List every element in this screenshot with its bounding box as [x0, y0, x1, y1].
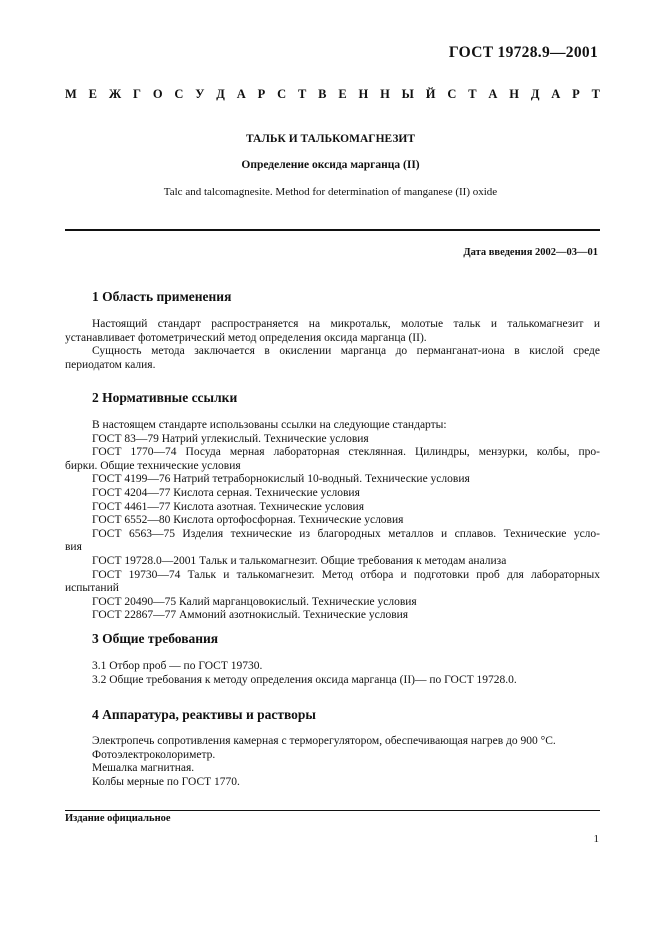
apparatus-item: Мешалка магнитная. [92, 762, 195, 775]
section-heading-apparatus: 4 Аппаратура, реактивы и растворы [92, 707, 316, 722]
section-heading-references: 2 Нормативные ссылки [92, 390, 238, 405]
reference-item-cont: испытаний [65, 582, 119, 595]
page-number: 1 [593, 833, 599, 845]
paragraph-line: В настоящем стандарте использованы ссылки на следующие стандарты: [92, 419, 447, 431]
section-heading-scope: 1 Область применения [92, 289, 232, 304]
apparatus-item: Фотоэлектроколориметр. [92, 748, 216, 761]
reference-item: ГОСТ 20490—75 Калий марганцовокислый. Технические условия [92, 595, 417, 608]
footer-divider [65, 810, 600, 811]
english-title: Talc and talcomagnesite. Method for determination of manganese (II) oxide [163, 186, 498, 198]
clause-item: 3.1 Отбор проб — по ГОСТ 19730. [92, 660, 263, 672]
section-scope-body [65, 318, 600, 372]
paragraph-line: Сущность метода заключается в окислении марганца до перманганат-иона в кислой среде [92, 345, 600, 358]
section-apparatus-body [65, 735, 600, 789]
reference-item: ГОСТ 4199—76 Натрий тетраборнокислый 10-водный. Технические условия [92, 473, 470, 486]
section-general-body [65, 660, 600, 687]
reference-item: ГОСТ 6563—75 Изделия технические из благородных металлов и сплавов. Технические усло- [92, 527, 600, 540]
reference-item: ГОСТ 22867—77 Аммоний азотнокислый. Технические условия [92, 609, 409, 622]
paragraph-line: устанавливает фотометрический метод определения оксида марганца (II). [65, 331, 427, 344]
clause-item: 3.2 Общие требования к методу определения оксида марганца (II)— по ГОСТ 19728.0. [92, 673, 517, 686]
reference-item-cont: вия [65, 541, 82, 554]
apparatus-item: Электропечь сопротивления камерная с терморегулятором, обеспечивающая нагрев до 900 °С. [92, 735, 556, 747]
reference-item: ГОСТ 6552—80 Кислота ортофосфорная. Технические условия [92, 514, 404, 527]
document-title: ТАЛЬК И ТАЛЬКОМАГНЕЗИТ [245, 133, 416, 145]
reference-item: ГОСТ 4461—77 Кислота азотная. Технические условия [92, 500, 364, 513]
reference-item: ГОСТ 19728.0—2001 Тальк и талькомагнезит. Общие требования к методам анализа [92, 554, 507, 567]
paragraph-line: Настоящий стандарт распространяется на микротальк, молотые тальк и талькомагнезит и [92, 318, 600, 330]
reference-item: ГОСТ 1770—74 Посуда мерная лабораторная стеклянная. Цилиндры, мензурки, колбы, про- [92, 446, 600, 459]
apparatus-item: Колбы мерные по ГОСТ 1770. [92, 775, 240, 788]
reference-item: ГОСТ 4204—77 Кислота серная. Технические условия [92, 486, 360, 499]
gost-number: ГОСТ 19728.9—2001 [448, 44, 598, 61]
section-heading-general: 3 Общие требования [92, 631, 219, 646]
official-edition-label: Издание официальное [65, 813, 171, 824]
reference-item-cont: бирки. Общие технические условия [65, 459, 241, 472]
section-references-body [65, 419, 600, 623]
paragraph-line: периодатом калия. [65, 358, 156, 371]
header-divider [65, 229, 600, 231]
interstate-standard-banner: М Е Ж Г О С У Д А Р С Т В Е Н Н Ы Й С Т А Н Д А Р Т [65, 87, 600, 101]
reference-item: ГОСТ 83—79 Натрий углекислый. Технические условия [92, 432, 369, 445]
document-subtitle: Определение оксида марганца (II) [241, 159, 420, 171]
reference-item: ГОСТ 19730—74 Тальк и талькомагнезит. Метод отбора и подготовки проб для лабораторных [92, 568, 600, 581]
introduction-date: Дата введения 2002—03—01 [463, 247, 598, 258]
